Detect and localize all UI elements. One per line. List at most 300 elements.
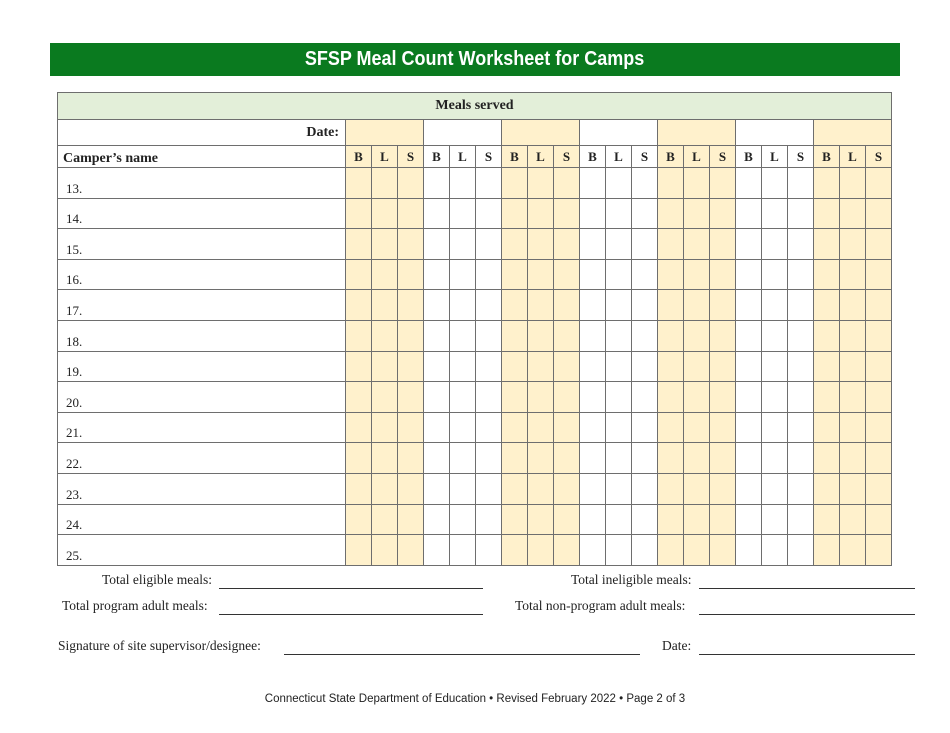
meal-checkbox-cell[interactable] [606, 382, 632, 413]
meal-checkbox-cell[interactable] [372, 168, 398, 199]
meal-checkbox-cell[interactable] [476, 229, 502, 260]
meal-checkbox-cell[interactable] [398, 443, 424, 474]
meal-checkbox-cell[interactable] [528, 320, 554, 351]
meal-checkbox-cell[interactable] [528, 504, 554, 535]
meal-checkbox-cell[interactable] [424, 443, 450, 474]
date-cell-day-1[interactable] [346, 120, 424, 146]
camper-name-cell[interactable]: 17. [58, 290, 346, 321]
meal-checkbox-cell[interactable] [528, 382, 554, 413]
meal-letter-s: S [476, 146, 502, 168]
meal-checkbox-cell[interactable] [710, 535, 736, 566]
meal-checkbox-cell[interactable] [736, 382, 762, 413]
meal-checkbox-cell[interactable] [788, 320, 814, 351]
meal-checkbox-cell[interactable] [840, 443, 866, 474]
meal-checkbox-cell[interactable] [762, 504, 788, 535]
meal-checkbox-cell[interactable] [788, 443, 814, 474]
meal-checkbox-cell[interactable] [346, 198, 372, 229]
date-cell-day-7[interactable] [814, 120, 892, 146]
meal-checkbox-cell[interactable] [606, 168, 632, 199]
meal-checkbox-cell[interactable] [840, 290, 866, 321]
meal-checkbox-cell[interactable] [528, 229, 554, 260]
meal-checkbox-cell[interactable] [346, 290, 372, 321]
meal-checkbox-cell[interactable] [502, 229, 528, 260]
meal-checkbox-cell[interactable] [684, 351, 710, 382]
meal-checkbox-cell[interactable] [424, 320, 450, 351]
meal-checkbox-cell[interactable] [658, 259, 684, 290]
meal-checkbox-cell[interactable] [710, 229, 736, 260]
meal-checkbox-cell[interactable] [684, 290, 710, 321]
meal-checkbox-cell[interactable] [424, 229, 450, 260]
meal-checkbox-cell[interactable] [476, 443, 502, 474]
meal-checkbox-cell[interactable] [372, 412, 398, 443]
meal-checkbox-cell[interactable] [450, 259, 476, 290]
meal-checkbox-cell[interactable] [710, 168, 736, 199]
meal-checkbox-cell[interactable] [346, 320, 372, 351]
camper-name-cell[interactable]: 23. [58, 473, 346, 504]
meal-checkbox-cell[interactable] [632, 382, 658, 413]
meal-checkbox-cell[interactable] [528, 473, 554, 504]
camper-name-cell[interactable]: 18. [58, 320, 346, 351]
meal-checkbox-cell[interactable] [476, 320, 502, 351]
meal-checkbox-cell[interactable] [658, 504, 684, 535]
meal-checkbox-cell[interactable] [554, 412, 580, 443]
meal-checkbox-cell[interactable] [580, 290, 606, 321]
meal-checkbox-cell[interactable] [866, 259, 892, 290]
meal-checkbox-cell[interactable] [788, 412, 814, 443]
meal-checkbox-cell[interactable] [450, 504, 476, 535]
meal-checkbox-cell[interactable] [450, 168, 476, 199]
meal-checkbox-cell[interactable] [866, 320, 892, 351]
meal-checkbox-cell[interactable] [580, 535, 606, 566]
meal-checkbox-cell[interactable] [762, 168, 788, 199]
meal-checkbox-cell[interactable] [528, 259, 554, 290]
meal-checkbox-cell[interactable] [398, 412, 424, 443]
meal-checkbox-cell[interactable] [424, 168, 450, 199]
meal-checkbox-cell[interactable] [788, 535, 814, 566]
meal-checkbox-cell[interactable] [580, 168, 606, 199]
total-nonprogram-adult-line[interactable] [699, 614, 915, 615]
meal-checkbox-cell[interactable] [814, 504, 840, 535]
meal-checkbox-cell[interactable] [606, 259, 632, 290]
meal-checkbox-cell[interactable] [528, 351, 554, 382]
meal-checkbox-cell[interactable] [450, 229, 476, 260]
meal-checkbox-cell[interactable] [684, 382, 710, 413]
meal-checkbox-cell[interactable] [528, 412, 554, 443]
signature-date-line[interactable] [699, 654, 915, 655]
date-cell-day-4[interactable] [580, 120, 658, 146]
meal-checkbox-cell[interactable] [736, 443, 762, 474]
meal-checkbox-cell[interactable] [762, 229, 788, 260]
meal-checkbox-cell[interactable] [814, 320, 840, 351]
meal-checkbox-cell[interactable] [424, 535, 450, 566]
meal-checkbox-cell[interactable] [762, 351, 788, 382]
meal-checkbox-cell[interactable] [814, 259, 840, 290]
date-cell-day-6[interactable] [736, 120, 814, 146]
meal-checkbox-cell[interactable] [580, 320, 606, 351]
meal-checkbox-cell[interactable] [658, 412, 684, 443]
camper-name-cell[interactable]: 14. [58, 198, 346, 229]
meal-checkbox-cell[interactable] [554, 382, 580, 413]
meal-checkbox-cell[interactable] [528, 535, 554, 566]
meal-checkbox-cell[interactable] [554, 504, 580, 535]
meal-checkbox-cell[interactable] [450, 535, 476, 566]
meal-checkbox-cell[interactable] [606, 351, 632, 382]
meal-checkbox-cell[interactable] [840, 168, 866, 199]
date-cell-day-5[interactable] [658, 120, 736, 146]
meal-checkbox-cell[interactable] [814, 412, 840, 443]
meal-checkbox-cell[interactable] [788, 504, 814, 535]
meal-checkbox-cell[interactable] [866, 382, 892, 413]
meal-checkbox-cell[interactable] [424, 412, 450, 443]
meal-checkbox-cell[interactable] [606, 320, 632, 351]
meal-checkbox-cell[interactable] [606, 229, 632, 260]
meal-checkbox-cell[interactable] [606, 535, 632, 566]
meal-checkbox-cell[interactable] [398, 259, 424, 290]
meal-checkbox-cell[interactable] [580, 259, 606, 290]
meal-checkbox-cell[interactable] [762, 382, 788, 413]
meal-checkbox-cell[interactable] [814, 229, 840, 260]
meal-checkbox-cell[interactable] [502, 382, 528, 413]
meal-checkbox-cell[interactable] [450, 382, 476, 413]
meal-checkbox-cell[interactable] [710, 443, 736, 474]
meal-checkbox-cell[interactable] [346, 229, 372, 260]
meal-checkbox-cell[interactable] [762, 259, 788, 290]
meal-checkbox-cell[interactable] [554, 290, 580, 321]
meal-checkbox-cell[interactable] [684, 443, 710, 474]
meal-checkbox-cell[interactable] [554, 168, 580, 199]
meal-checkbox-cell[interactable] [502, 290, 528, 321]
meal-checkbox-cell[interactable] [710, 198, 736, 229]
meal-checkbox-cell[interactable] [658, 535, 684, 566]
signature-line[interactable] [284, 654, 640, 655]
meal-checkbox-cell[interactable] [346, 259, 372, 290]
meal-checkbox-cell[interactable] [372, 382, 398, 413]
meal-checkbox-cell[interactable] [710, 290, 736, 321]
meal-checkbox-cell[interactable] [710, 412, 736, 443]
meal-checkbox-cell[interactable] [346, 443, 372, 474]
meal-checkbox-cell[interactable] [424, 473, 450, 504]
meal-checkbox-cell[interactable] [736, 259, 762, 290]
meal-checkbox-cell[interactable] [502, 473, 528, 504]
meal-checkbox-cell[interactable] [346, 168, 372, 199]
meal-checkbox-cell[interactable] [424, 351, 450, 382]
meal-checkbox-cell[interactable] [762, 412, 788, 443]
meal-checkbox-cell[interactable] [684, 473, 710, 504]
meal-checkbox-cell[interactable] [814, 351, 840, 382]
meal-checkbox-cell[interactable] [502, 443, 528, 474]
meal-checkbox-cell[interactable] [476, 535, 502, 566]
meal-checkbox-cell[interactable] [502, 259, 528, 290]
meal-checkbox-cell[interactable] [398, 320, 424, 351]
meal-checkbox-cell[interactable] [554, 198, 580, 229]
meal-checkbox-cell[interactable] [580, 382, 606, 413]
meal-checkbox-cell[interactable] [606, 198, 632, 229]
meal-checkbox-cell[interactable] [736, 504, 762, 535]
meal-checkbox-cell[interactable] [580, 198, 606, 229]
meal-checkbox-cell[interactable] [684, 198, 710, 229]
camper-name-cell[interactable]: 21. [58, 412, 346, 443]
meal-checkbox-cell[interactable] [372, 351, 398, 382]
meal-checkbox-cell[interactable] [424, 504, 450, 535]
meal-checkbox-cell[interactable] [788, 259, 814, 290]
meal-checkbox-cell[interactable] [814, 473, 840, 504]
meal-checkbox-cell[interactable] [424, 290, 450, 321]
meal-checkbox-cell[interactable] [372, 259, 398, 290]
meal-checkbox-cell[interactable] [502, 412, 528, 443]
meal-checkbox-cell[interactable] [372, 535, 398, 566]
meal-checkbox-cell[interactable] [632, 412, 658, 443]
meal-checkbox-cell[interactable] [346, 382, 372, 413]
meal-checkbox-cell[interactable] [346, 351, 372, 382]
camper-name-cell[interactable]: 24. [58, 504, 346, 535]
meal-checkbox-cell[interactable] [346, 504, 372, 535]
meal-checkbox-cell[interactable] [814, 290, 840, 321]
meal-checkbox-cell[interactable] [398, 168, 424, 199]
meal-checkbox-cell[interactable] [684, 504, 710, 535]
meal-checkbox-cell[interactable] [684, 535, 710, 566]
meal-checkbox-cell[interactable] [866, 504, 892, 535]
meal-checkbox-cell[interactable] [398, 382, 424, 413]
meal-checkbox-cell[interactable] [710, 382, 736, 413]
meal-checkbox-cell[interactable] [346, 412, 372, 443]
meal-checkbox-cell[interactable] [866, 443, 892, 474]
meal-checkbox-cell[interactable] [788, 382, 814, 413]
meal-checkbox-cell[interactable] [632, 168, 658, 199]
meal-checkbox-cell[interactable] [502, 351, 528, 382]
meal-checkbox-cell[interactable] [658, 168, 684, 199]
total-eligible-line[interactable] [219, 588, 483, 589]
meal-checkbox-cell[interactable] [476, 412, 502, 443]
total-ineligible-line[interactable] [699, 588, 915, 589]
meal-checkbox-cell[interactable] [502, 535, 528, 566]
meal-checkbox-cell[interactable] [736, 412, 762, 443]
meal-checkbox-cell[interactable] [632, 351, 658, 382]
camper-name-cell[interactable]: 19. [58, 351, 346, 382]
meal-checkbox-cell[interactable] [658, 229, 684, 260]
meal-checkbox-cell[interactable] [866, 198, 892, 229]
meal-checkbox-cell[interactable] [554, 320, 580, 351]
meal-checkbox-cell[interactable] [606, 443, 632, 474]
meal-checkbox-cell[interactable] [684, 412, 710, 443]
meal-checkbox-cell[interactable] [840, 229, 866, 260]
meal-checkbox-cell[interactable] [866, 535, 892, 566]
meal-checkbox-cell[interactable] [632, 198, 658, 229]
meal-checkbox-cell[interactable] [736, 290, 762, 321]
meal-checkbox-cell[interactable] [684, 259, 710, 290]
meal-checkbox-cell[interactable] [866, 351, 892, 382]
meal-checkbox-cell[interactable] [866, 229, 892, 260]
meal-checkbox-cell[interactable] [580, 504, 606, 535]
meal-checkbox-cell[interactable] [606, 504, 632, 535]
meal-checkbox-cell[interactable] [658, 198, 684, 229]
total-program-adult-line[interactable] [219, 614, 483, 615]
meal-checkbox-cell[interactable] [736, 320, 762, 351]
meal-checkbox-cell[interactable] [476, 168, 502, 199]
meal-checkbox-cell[interactable] [736, 229, 762, 260]
meal-checkbox-cell[interactable] [502, 504, 528, 535]
date-cell-day-3[interactable] [502, 120, 580, 146]
meal-checkbox-cell[interactable] [528, 290, 554, 321]
meal-checkbox-cell[interactable] [372, 229, 398, 260]
meal-checkbox-cell[interactable] [398, 290, 424, 321]
meal-checkbox-cell[interactable] [450, 198, 476, 229]
meal-checkbox-cell[interactable] [476, 504, 502, 535]
meal-checkbox-cell[interactable] [606, 412, 632, 443]
meal-checkbox-cell[interactable] [814, 198, 840, 229]
meal-checkbox-cell[interactable] [710, 351, 736, 382]
meal-checkbox-cell[interactable] [398, 535, 424, 566]
meal-checkbox-cell[interactable] [450, 443, 476, 474]
meal-checkbox-cell[interactable] [814, 535, 840, 566]
meal-checkbox-cell[interactable] [866, 168, 892, 199]
meal-checkbox-cell[interactable] [788, 168, 814, 199]
meal-checkbox-cell[interactable] [580, 351, 606, 382]
meal-checkbox-cell[interactable] [788, 351, 814, 382]
meal-checkbox-cell[interactable] [632, 473, 658, 504]
meal-checkbox-cell[interactable] [606, 290, 632, 321]
meal-checkbox-cell[interactable] [606, 473, 632, 504]
meal-checkbox-cell[interactable] [684, 168, 710, 199]
meal-checkbox-cell[interactable] [840, 412, 866, 443]
meal-checkbox-cell[interactable] [580, 443, 606, 474]
meal-checkbox-cell[interactable] [736, 168, 762, 199]
meal-checkbox-cell[interactable] [866, 290, 892, 321]
meal-checkbox-cell[interactable] [736, 535, 762, 566]
meal-checkbox-cell[interactable] [424, 259, 450, 290]
meal-checkbox-cell[interactable] [840, 351, 866, 382]
meal-checkbox-cell[interactable] [632, 290, 658, 321]
meal-checkbox-cell[interactable] [658, 382, 684, 413]
meal-checkbox-cell[interactable] [632, 229, 658, 260]
meal-checkbox-cell[interactable] [814, 382, 840, 413]
meal-checkbox-cell[interactable] [450, 290, 476, 321]
meal-checkbox-cell[interactable] [710, 320, 736, 351]
meal-checkbox-cell[interactable] [554, 229, 580, 260]
meal-checkbox-cell[interactable] [424, 382, 450, 413]
camper-name-cell[interactable]: 25. [58, 535, 346, 566]
meal-checkbox-cell[interactable] [554, 259, 580, 290]
camper-name-cell[interactable]: 22. [58, 443, 346, 474]
date-cell-day-2[interactable] [424, 120, 502, 146]
meal-checkbox-cell[interactable] [502, 320, 528, 351]
meal-checkbox-cell[interactable] [814, 168, 840, 199]
camper-name-cell[interactable]: 13. [58, 168, 346, 199]
meal-checkbox-cell[interactable] [710, 473, 736, 504]
meal-checkbox-cell[interactable] [840, 535, 866, 566]
meal-checkbox-cell[interactable] [840, 320, 866, 351]
meal-checkbox-cell[interactable] [372, 290, 398, 321]
meal-checkbox-cell[interactable] [476, 259, 502, 290]
meal-checkbox-cell[interactable] [502, 168, 528, 199]
meal-checkbox-cell[interactable] [632, 443, 658, 474]
meal-checkbox-cell[interactable] [658, 320, 684, 351]
camper-name-cell[interactable]: 15. [58, 229, 346, 260]
meal-checkbox-cell[interactable] [476, 198, 502, 229]
meal-checkbox-cell[interactable] [632, 535, 658, 566]
meal-checkbox-cell[interactable] [346, 535, 372, 566]
meal-checkbox-cell[interactable] [476, 382, 502, 413]
meal-checkbox-cell[interactable] [372, 504, 398, 535]
meal-checkbox-cell[interactable] [632, 320, 658, 351]
meal-checkbox-cell[interactable] [684, 320, 710, 351]
meal-checkbox-cell[interactable] [450, 473, 476, 504]
meal-checkbox-cell[interactable] [658, 351, 684, 382]
meal-checkbox-cell[interactable] [762, 290, 788, 321]
meal-checkbox-cell[interactable] [554, 535, 580, 566]
meal-checkbox-cell[interactable] [814, 443, 840, 474]
meal-checkbox-cell[interactable] [840, 198, 866, 229]
meal-checkbox-cell[interactable] [632, 504, 658, 535]
meal-checkbox-cell[interactable] [450, 351, 476, 382]
meal-checkbox-cell[interactable] [476, 290, 502, 321]
meal-checkbox-cell[interactable] [398, 473, 424, 504]
meal-checkbox-cell[interactable] [372, 320, 398, 351]
meal-checkbox-cell[interactable] [840, 259, 866, 290]
meal-checkbox-cell[interactable] [476, 351, 502, 382]
meal-checkbox-cell[interactable] [632, 259, 658, 290]
meal-checkbox-cell[interactable] [840, 504, 866, 535]
meal-checkbox-cell[interactable] [554, 443, 580, 474]
meal-checkbox-cell[interactable] [762, 320, 788, 351]
meal-checkbox-cell[interactable] [684, 229, 710, 260]
meal-checkbox-cell[interactable] [710, 504, 736, 535]
camper-name-cell[interactable]: 20. [58, 382, 346, 413]
meal-checkbox-cell[interactable] [580, 229, 606, 260]
meal-checkbox-cell[interactable] [788, 290, 814, 321]
meal-checkbox-cell[interactable] [658, 290, 684, 321]
meal-checkbox-cell[interactable] [580, 473, 606, 504]
meal-checkbox-cell[interactable] [840, 473, 866, 504]
camper-name-cell[interactable]: 16. [58, 259, 346, 290]
meal-checkbox-cell[interactable] [710, 259, 736, 290]
meal-checkbox-cell[interactable] [658, 443, 684, 474]
meal-checkbox-cell[interactable] [762, 535, 788, 566]
meal-checkbox-cell[interactable] [736, 198, 762, 229]
meal-checkbox-cell[interactable] [528, 168, 554, 199]
meal-checkbox-cell[interactable] [398, 351, 424, 382]
meal-checkbox-cell[interactable] [450, 320, 476, 351]
meal-checkbox-cell[interactable] [658, 473, 684, 504]
meal-checkbox-cell[interactable] [450, 412, 476, 443]
meal-checkbox-cell[interactable] [528, 443, 554, 474]
meal-checkbox-cell[interactable] [398, 229, 424, 260]
meal-checkbox-cell[interactable] [788, 198, 814, 229]
meal-checkbox-cell[interactable] [580, 412, 606, 443]
meal-checkbox-cell[interactable] [346, 473, 372, 504]
meal-checkbox-cell[interactable] [372, 473, 398, 504]
meal-checkbox-cell[interactable] [866, 473, 892, 504]
meal-checkbox-cell[interactable] [398, 504, 424, 535]
meal-checkbox-cell[interactable] [424, 198, 450, 229]
meal-checkbox-cell[interactable] [476, 473, 502, 504]
meal-checkbox-cell[interactable] [762, 443, 788, 474]
meal-checkbox-cell[interactable] [528, 198, 554, 229]
meal-checkbox-cell[interactable] [788, 229, 814, 260]
meal-checkbox-cell[interactable] [788, 473, 814, 504]
meal-checkbox-cell[interactable] [398, 198, 424, 229]
meal-checkbox-cell[interactable] [502, 198, 528, 229]
meal-checkbox-cell[interactable] [762, 198, 788, 229]
meal-checkbox-cell[interactable] [866, 412, 892, 443]
meal-checkbox-cell[interactable] [736, 351, 762, 382]
meal-checkbox-cell[interactable] [554, 351, 580, 382]
meal-checkbox-cell[interactable] [554, 473, 580, 504]
meal-checkbox-cell[interactable] [372, 198, 398, 229]
meal-checkbox-cell[interactable] [372, 443, 398, 474]
meal-checkbox-cell[interactable] [840, 382, 866, 413]
meal-checkbox-cell[interactable] [762, 473, 788, 504]
meal-checkbox-cell[interactable] [736, 473, 762, 504]
